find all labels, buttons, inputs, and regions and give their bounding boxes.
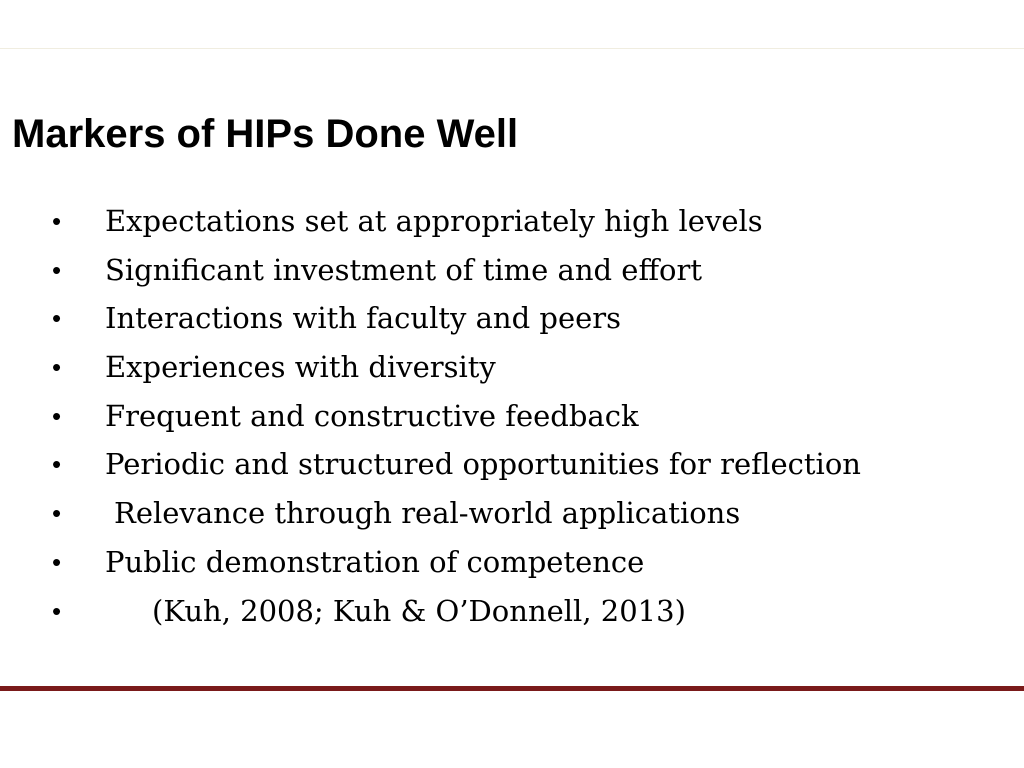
- bullet-text: Expectations set at appropriately high levels: [105, 204, 763, 238]
- bullet-icon: •: [52, 546, 62, 577]
- bottom-divider: [0, 686, 1024, 691]
- bullet-text: Significant investment of time and effort: [105, 252, 703, 287]
- bullet-text: Interactions with faculty and peers: [105, 301, 622, 336]
- bullet-icon: •: [52, 449, 62, 480]
- bullet-icon: •: [52, 400, 62, 431]
- bullet-text: Experiences with diversity: [105, 350, 496, 385]
- bullet-text: Relevance through real-world applications: [114, 496, 741, 531]
- bullet-icon: •: [52, 206, 62, 236]
- bullet-icon: •: [52, 254, 62, 285]
- bullet-text: Frequent and constructive feedback: [105, 398, 639, 433]
- slide-title: Markers of HIPs Done Well: [12, 112, 519, 156]
- bullet-icon: •: [52, 498, 62, 529]
- bullet-icon: •: [52, 352, 62, 383]
- bullet-text: Public demonstration of competence: [105, 544, 645, 579]
- bullet-icon: •: [52, 595, 62, 626]
- top-divider: [0, 48, 1024, 49]
- bullet-text: Periodic and structured opportunities for reflection: [105, 447, 861, 482]
- bullet-icon: •: [52, 303, 62, 334]
- citation-text: (Kuh, 2008; Kuh & O’Donnell, 2013): [152, 593, 686, 628]
